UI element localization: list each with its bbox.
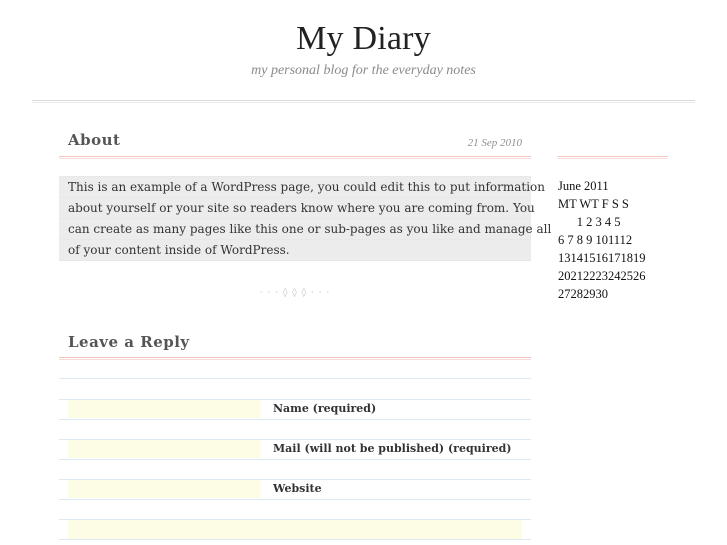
post-title[interactable]: About — [68, 131, 121, 149]
post-title-divider — [59, 156, 531, 159]
form-rule — [59, 499, 531, 500]
calendar-week-row: 6 7 8 9 101112 — [558, 233, 633, 247]
site-description: my personal blog for the everyday notes — [251, 63, 476, 78]
calendar-widget — [558, 177, 668, 303]
post-separator-ornament: · · · ◊ ◊ ◊ · · · — [259, 288, 331, 298]
website-input[interactable] — [68, 480, 261, 498]
reply-heading-divider — [59, 357, 531, 360]
website-label: Website — [273, 482, 322, 495]
post-content — [59, 176, 552, 261]
name-label: Name (required) — [273, 402, 377, 415]
form-rule — [59, 378, 531, 379]
calendar-week-row: 20212223242526 — [558, 269, 646, 283]
calendar-week-row: 13141516171819 — [558, 251, 646, 265]
calendar-week-row: 27282930 — [558, 287, 608, 301]
post-text-line: This is an example of a WordPress page, you could edit this to put information — [59, 176, 531, 197]
comment-textarea[interactable] — [68, 520, 522, 539]
calendar-caption: June 2011 — [558, 179, 609, 193]
sidebar-divider — [558, 156, 668, 159]
mail-input[interactable] — [68, 440, 261, 458]
calendar-weekday-header: MT WT F S S — [558, 197, 629, 211]
post-text-line: can create as many pages like this one or sub-pages as you like and manage all — [59, 218, 531, 239]
calendar-week-row: 1 2 3 4 5 — [558, 215, 621, 229]
name-input[interactable] — [68, 400, 261, 418]
mail-label: Mail (will not be published) (required) — [273, 442, 512, 455]
site-title[interactable]: My Diary — [296, 20, 431, 57]
header-divider — [32, 100, 695, 103]
post-text-line: about yourself or your site so readers know where you are coming from. You — [59, 197, 531, 218]
form-rule — [59, 459, 531, 460]
form-rule — [59, 539, 531, 540]
reply-heading: Leave a Reply — [68, 333, 190, 351]
post-text-line: of your content inside of WordPress. — [59, 239, 531, 261]
form-rule — [59, 419, 531, 420]
post-date: 21 Sep 2010 — [467, 137, 522, 149]
